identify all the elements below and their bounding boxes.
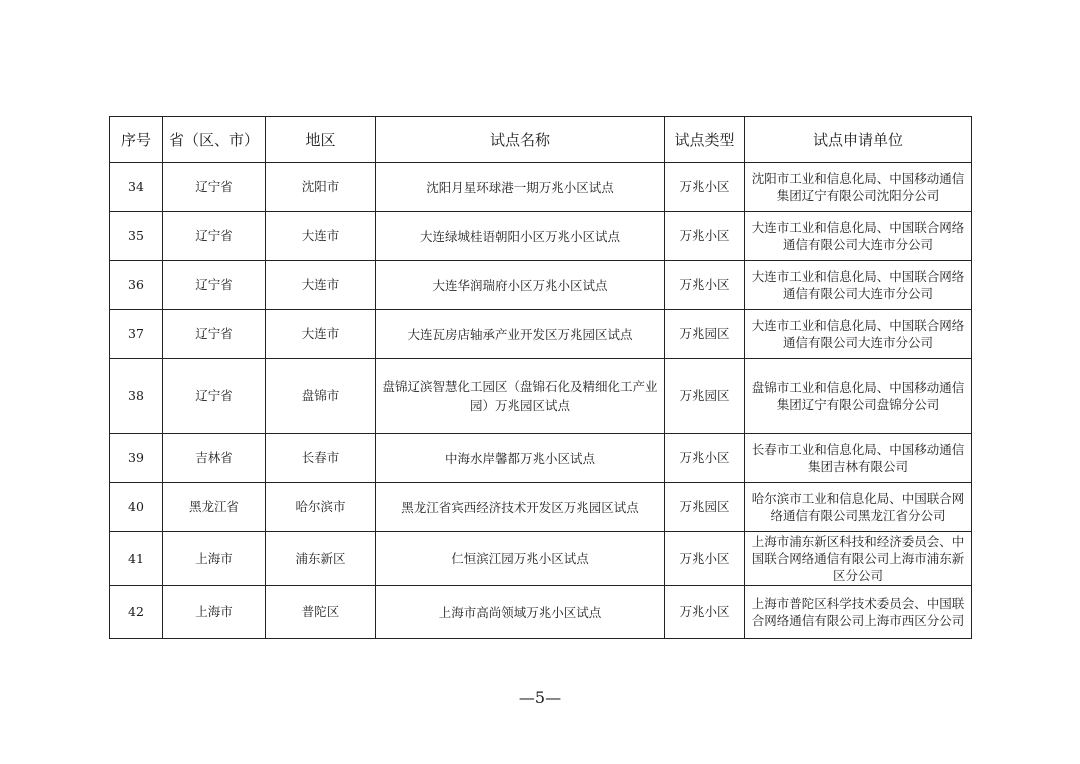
table-row: [110, 434, 972, 483]
cell-province: 辽宁省: [163, 310, 266, 359]
table-row: [110, 359, 972, 434]
page-number: —5—: [518, 688, 562, 707]
cell-region: 普陀区: [266, 586, 376, 639]
cell-pilot-name: 上海市高尚领域万兆小区试点: [376, 586, 665, 639]
cell-index: 40: [110, 483, 163, 532]
cell-applicant: 沈阳市工业和信息化局、中国移动通信集团辽宁有限公司沈阳分公司: [745, 163, 972, 212]
header-region: 地区: [266, 117, 376, 163]
header-province: 省（区、市）: [163, 117, 266, 163]
cell-applicant: 哈尔滨市工业和信息化局、中国联合网络通信有限公司黑龙江省分公司: [745, 483, 972, 532]
header-pilot-type: 试点类型: [665, 117, 745, 163]
cell-index: 36: [110, 261, 163, 310]
cell-index: 35: [110, 212, 163, 261]
cell-pilot-type: 万兆小区: [665, 532, 745, 586]
header-applicant: 试点申请单位: [745, 117, 972, 163]
cell-index: 38: [110, 359, 163, 434]
cell-pilot-name: 大连华润瑞府小区万兆小区试点: [376, 261, 665, 310]
table-row: [110, 212, 972, 261]
cell-province: 辽宁省: [163, 359, 266, 434]
cell-region: 长春市: [266, 434, 376, 483]
table-row: [110, 163, 972, 212]
cell-pilot-name: 大连绿城桂语朝阳小区万兆小区试点: [376, 212, 665, 261]
table-row: [110, 483, 972, 532]
header-index: 序号: [110, 117, 163, 163]
cell-pilot-name: 仁恒滨江园万兆小区试点: [376, 532, 665, 586]
cell-pilot-name: 黑龙江省宾西经济技术开发区万兆园区试点: [376, 483, 665, 532]
cell-province: 上海市: [163, 586, 266, 639]
cell-pilot-type: 万兆小区: [665, 212, 745, 261]
cell-pilot-type: 万兆园区: [665, 483, 745, 532]
table-header-row: [110, 117, 972, 163]
pilot-table: [109, 116, 972, 639]
cell-province: 辽宁省: [163, 163, 266, 212]
cell-index: 39: [110, 434, 163, 483]
cell-applicant: 大连市工业和信息化局、中国联合网络通信有限公司大连市分公司: [745, 212, 972, 261]
table-row: [110, 310, 972, 359]
cell-pilot-type: 万兆小区: [665, 586, 745, 639]
cell-pilot-name: 沈阳月星环球港一期万兆小区试点: [376, 163, 665, 212]
cell-region: 大连市: [266, 212, 376, 261]
table-row: [110, 586, 972, 639]
cell-region: 大连市: [266, 310, 376, 359]
cell-province: 上海市: [163, 532, 266, 586]
cell-province: 辽宁省: [163, 261, 266, 310]
cell-pilot-type: 万兆小区: [665, 163, 745, 212]
cell-region: 盘锦市: [266, 359, 376, 434]
cell-province: 辽宁省: [163, 212, 266, 261]
cell-pilot-name: 盘锦辽滨智慧化工园区（盘锦石化及精细化工产业园）万兆园区试点: [376, 359, 665, 434]
cell-index: 34: [110, 163, 163, 212]
cell-applicant: 大连市工业和信息化局、中国联合网络通信有限公司大连市分公司: [745, 261, 972, 310]
cell-region: 浦东新区: [266, 532, 376, 586]
cell-pilot-name: 中海水岸馨都万兆小区试点: [376, 434, 665, 483]
cell-pilot-type: 万兆园区: [665, 359, 745, 434]
table-row: [110, 261, 972, 310]
cell-region: 大连市: [266, 261, 376, 310]
cell-applicant: 长春市工业和信息化局、中国移动通信集团吉林有限公司: [745, 434, 972, 483]
cell-pilot-name: 大连瓦房店轴承产业开发区万兆园区试点: [376, 310, 665, 359]
cell-pilot-type: 万兆园区: [665, 310, 745, 359]
cell-applicant: 上海市浦东新区科技和经济委员会、中国联合网络通信有限公司上海市浦东新区分公司: [745, 532, 972, 586]
header-pilot-name: 试点名称: [376, 117, 665, 163]
table-row: [110, 532, 972, 586]
cell-pilot-type: 万兆小区: [665, 261, 745, 310]
cell-index: 42: [110, 586, 163, 639]
cell-region: 沈阳市: [266, 163, 376, 212]
cell-applicant: 大连市工业和信息化局、中国联合网络通信有限公司大连市分公司: [745, 310, 972, 359]
cell-province: 吉林省: [163, 434, 266, 483]
cell-province: 黑龙江省: [163, 483, 266, 532]
cell-applicant: 盘锦市工业和信息化局、中国移动通信集团辽宁有限公司盘锦分公司: [745, 359, 972, 434]
cell-index: 41: [110, 532, 163, 586]
cell-index: 37: [110, 310, 163, 359]
cell-pilot-type: 万兆小区: [665, 434, 745, 483]
cell-applicant: 上海市普陀区科学技术委员会、中国联合网络通信有限公司上海市西区分公司: [745, 586, 972, 639]
cell-region: 哈尔滨市: [266, 483, 376, 532]
